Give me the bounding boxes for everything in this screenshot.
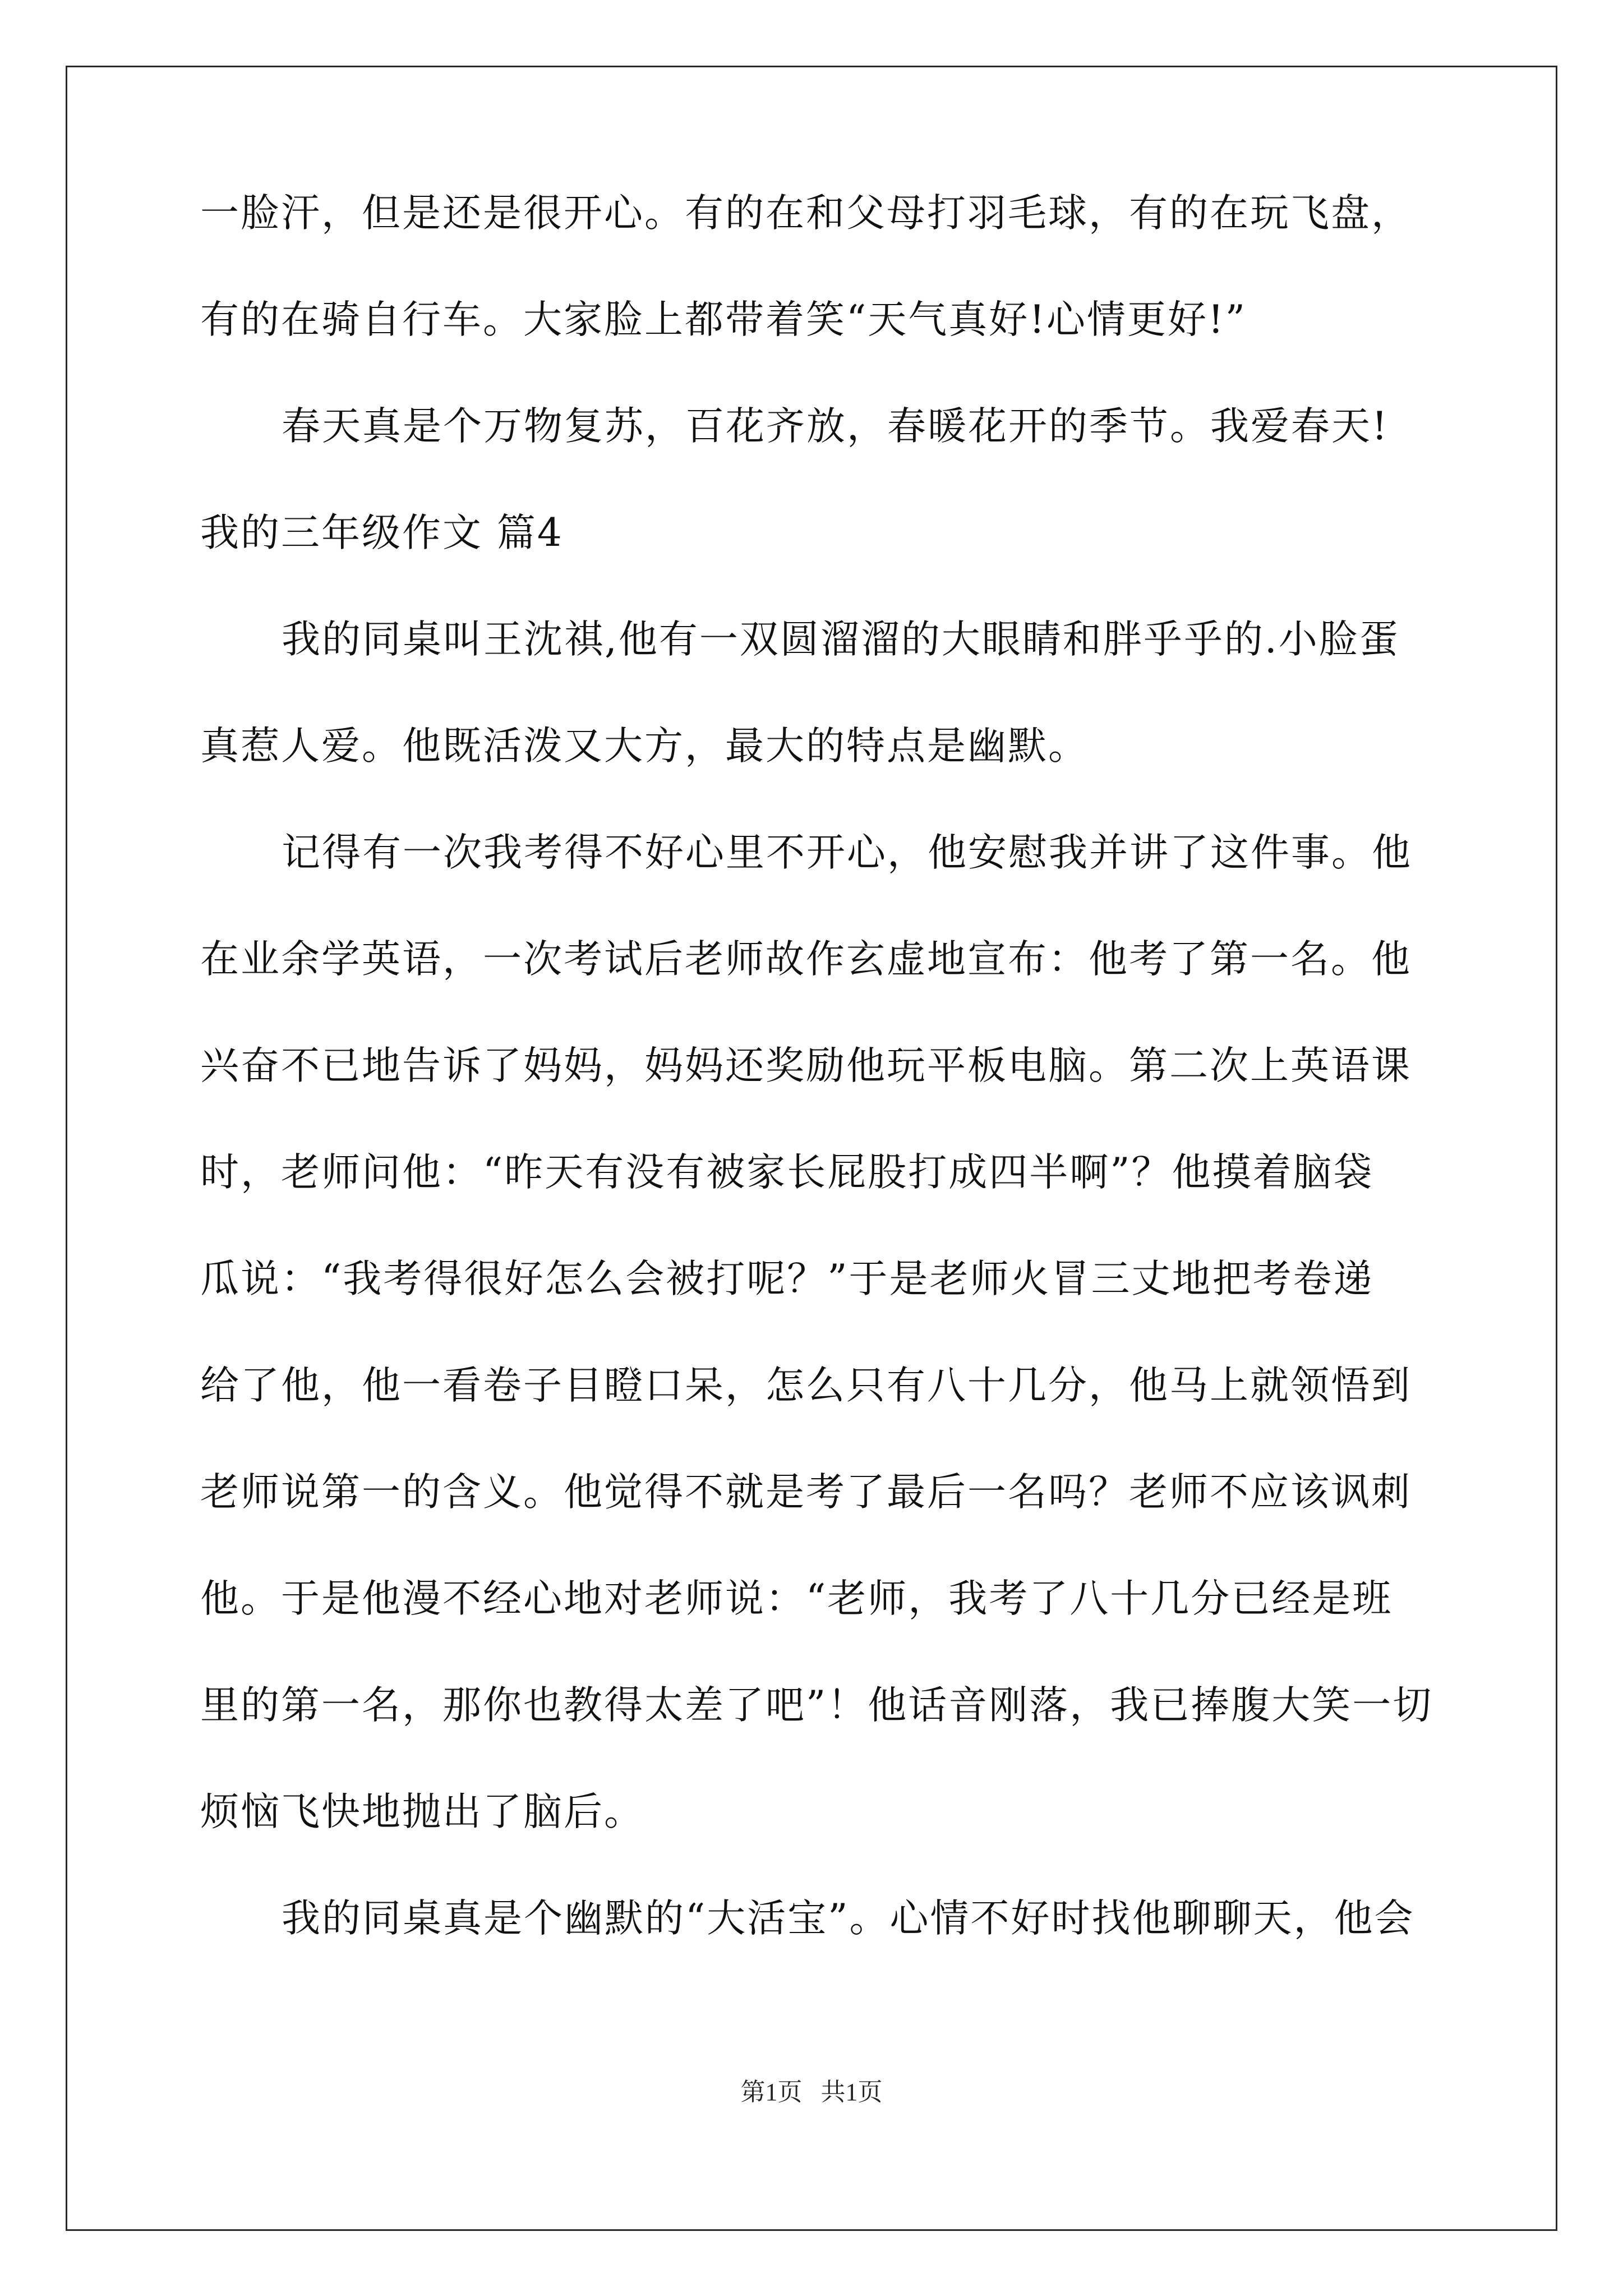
- text-line-9: 兴奋不已地告诉了妈妈，妈妈还奖励他玩平板电脑。第二次上英语课: [200, 1043, 1412, 1088]
- text-line-11: 瓜说：“我考得很好怎么会被打呢？”于是老师火冒三丈地把考卷递: [200, 1257, 1374, 1301]
- text-line-16: 烦恼飞快地抛出了脑后。: [200, 1789, 644, 1834]
- text-line-7: 记得有一次我考得不好心里不开心，他安慰我并讲了这件事。他: [282, 830, 1412, 875]
- text-line-12: 给了他，他一看卷子目瞪口呆，怎么只有八十几分，他马上就领悟到: [200, 1363, 1412, 1408]
- section-heading: 我的三年级作文 篇4: [200, 510, 564, 555]
- text-line-5: 我的同桌叫王沈祺,他有一双圆溜溜的大眼睛和胖乎乎的.小脸蛋: [282, 617, 1400, 662]
- text-line-2: 有的在骑自行车。大家脸上都带着笑“天气真好!心情更好!”: [200, 297, 1247, 342]
- page-footer: 第1页 共1页: [740, 2078, 883, 2106]
- text-line-1: 一脸汗，但是还是很开心。有的在和父母打羽毛球，有的在玩飞盘，: [200, 191, 1412, 236]
- text-line-14: 他。于是他漫不经心地对老师说：“老师，我考了八十几分已经是班: [200, 1576, 1393, 1621]
- text-line-6: 真惹人爱。他既活泼又大方，最大的特点是幽默。: [200, 724, 1089, 769]
- text-line-15: 里的第一名，那你也教得太差了吧”！他话音刚落，我已捧腹大笑一切: [200, 1683, 1433, 1728]
- text-line-10: 时，老师问他：“昨天有没有被家长屁股打成四半啊”？他摸着脑袋: [200, 1150, 1374, 1195]
- text-line-3: 春天真是个万物复苏，百花齐放，春暖花开的季节。我爱春天!: [282, 404, 1389, 449]
- text-line-13: 老师说第一的含义。他觉得不就是考了最后一名吗？老师不应该讽刺: [200, 1470, 1412, 1515]
- text-line-8: 在业余学英语，一次考试后老师故作玄虚地宣布：他考了第一名。他: [200, 937, 1412, 982]
- text-line-17: 我的同桌真是个幽默的“大活宝”。心情不好时找他聊聊天，他会: [282, 1896, 1415, 1941]
